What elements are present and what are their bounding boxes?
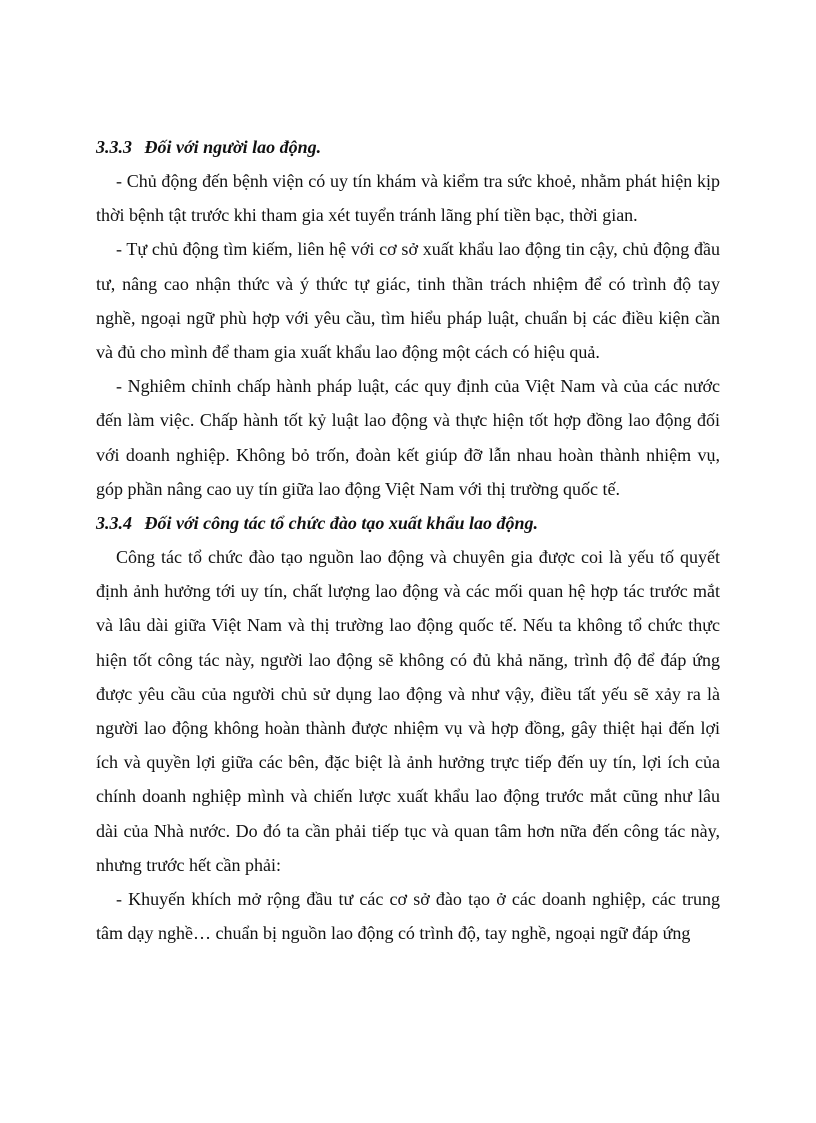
section-number: 3.3.3 — [96, 137, 132, 157]
section-3-3-3 — [96, 130, 720, 506]
section-heading — [96, 130, 720, 164]
section-3-3-4 — [96, 506, 720, 950]
paragraph: - Khuyến khích mở rộng đầu tư các cơ sở đào tạo ở các doanh nghiệp, các trung tâm dạy nghề… chuẩn bị nguồn lao động có trình độ, tay nghề, ngoại ngữ đáp ứng — [96, 889, 720, 944]
section-title: Đối với người lao động. — [144, 137, 322, 157]
document-page — [96, 130, 720, 950]
paragraph: - Chủ động đến bệnh viện có uy tín khám và kiểm tra sức khoẻ, nhằm phát hiện kịp thời bệnh tật trước khi tham gia xét tuyển tránh lãng phí tiền bạc, thời gian. — [96, 171, 720, 226]
section-title: Đối với công tác tổ chức đào tạo xuất khẩu lao động. — [144, 513, 538, 534]
paragraph: Công tác tổ chức đào tạo nguồn lao động và chuyên gia được coi là yếu tố quyết định ảnh hưởng tới uy tín, chất lượng lao động và các mối quan hệ hợp tác trước mắt và lâu dài giữa Việt Nam và thị trường lao động quốc tế. Nếu ta không tổ chức thực hiện tốt công tác này, người lao động sẽ không có đủ khả năng, trình độ để đáp ứng được yêu cầu của người chủ sử dụng lao động và như vậy, điều tất yếu sẽ xảy ra là người lao động không hoàn thành được nhiệm vụ và hợp đồng, gây thiệt hại đến lợi ích và quyền lợi giữa các bên, đặc biệt là ảnh hưởng trực tiếp đến uy tín, lợi ích của chính doanh nghiệp mình và chiến lược xuất khẩu lao động trước mắt cũng như lâu dài của Nhà nước. Do đó ta cần phải tiếp tục và quan tâm hơn nữa đến công tác này, nhưng trước hết cần phải: — [96, 547, 720, 875]
paragraph: - Nghiêm chỉnh chấp hành pháp luật, các quy định của Việt Nam và của các nước đến làm việc. Chấp hành tốt kỷ luật lao động và thực hiện tốt hợp đồng lao động đối với doanh nghiệp. Không bỏ trốn, đoàn kết giúp đỡ lẫn nhau hoàn thành nhiệm vụ, góp phần nâng cao uy tín giữa lao động Việt Nam với thị trường quốc tế. — [96, 376, 720, 499]
section-heading — [96, 506, 720, 540]
section-number: 3.3.4 — [96, 513, 132, 534]
paragraph: - Tự chủ động tìm kiếm, liên hệ với cơ sở xuất khẩu lao động tin cậy, chủ động đầu tư, nâng cao nhận thức và ý thức tự giác, tinh thần trách nhiệm để có trình độ tay nghề, ngoại ngữ phù hợp với yêu cầu, tìm hiểu pháp luật, chuẩn bị các điều kiện cần và đủ cho mình để tham gia xuất khẩu lao động một cách có hiệu quả. — [96, 239, 720, 363]
